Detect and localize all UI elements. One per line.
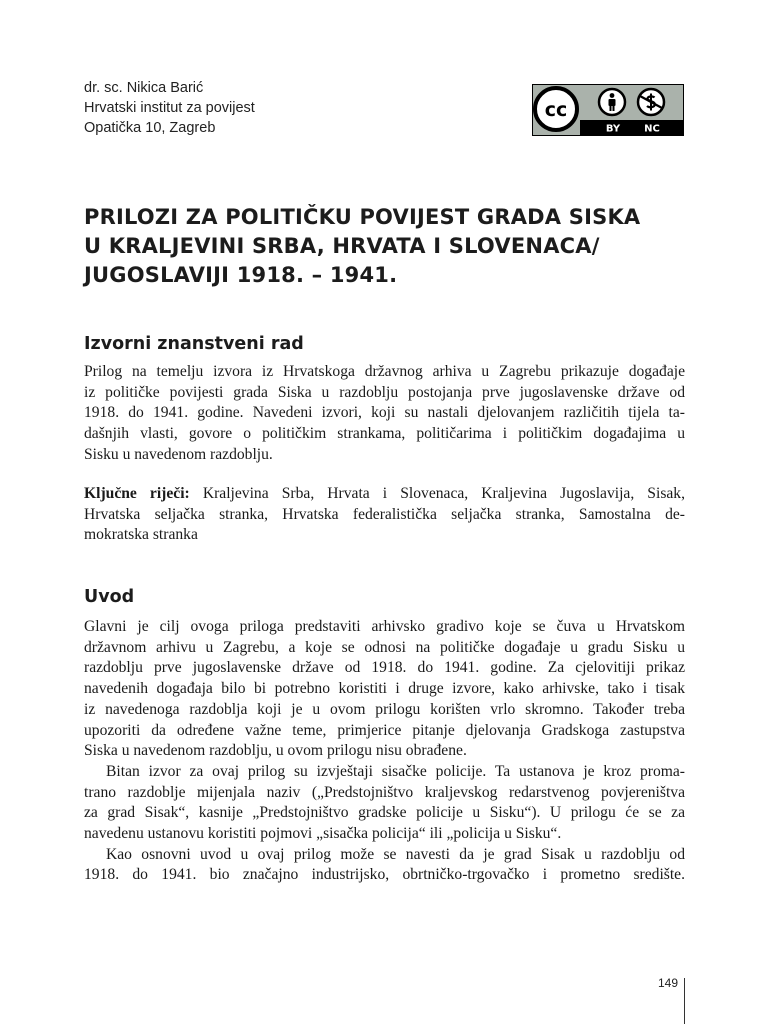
body-line: državnom arhivu u Zagrebu, a koje se odnosi na političke događaje u gradu Sisku u (84, 638, 685, 656)
author-institution: Hrvatski institut za povijest (84, 100, 255, 116)
author-name: dr. sc. Nikica Barić (84, 80, 204, 96)
body-line: Siska u navedenom razdoblju, u ovom prilogu nisu obrađene. (84, 742, 467, 760)
abstract (84, 362, 685, 466)
intro-body (84, 617, 685, 886)
body-line: iz navedenoga razdoblja koji je u ovom prilogu korišten vrlo skromno. Također treba (84, 700, 685, 718)
cc-letters: cc (544, 99, 568, 121)
abstract-line: iz političke povijesti grada Siska u razdoblju postojanja prve jugoslavenske države od (84, 383, 685, 401)
keywords-label: Ključne riječi: (84, 485, 190, 502)
abstract-line: dašnjih vlasti, govore o političkim strankama, političarima i političkim događajima u (84, 425, 685, 443)
page-number-rule (684, 978, 685, 1024)
body-line: razdoblju prve jugoslavenske države od 1918. do 1941. godine. Za cjelovitiji prikaz (84, 659, 685, 677)
page-number: 149 (658, 976, 679, 990)
body-line: za grad Sisak“, kasnije „Predstojništvo gradske policije u Sisku“). U prilogu će se za (84, 804, 685, 822)
abstract-line: Prilog na temelju izvora iz Hrvatskoga državnog arhiva u Zagrebu prikazuje događaje (84, 363, 685, 380)
body-line: 1918. do 1941. bio značajno industrijsko, obrtničko-trgovačko i prometno središte. (84, 866, 685, 884)
body-line: Kao osnovni uvod u ovaj prilog može se navesti da je grad Sisak u razdoblju od (106, 845, 685, 863)
keywords-text: Kraljevina Srba, Hrvata i Slovenaca, Kraljevina Jugoslavija, Sisak, (202, 485, 685, 502)
by-label: BY (605, 123, 621, 135)
author-address: Opatička 10, Zagreb (84, 120, 216, 136)
author-block (84, 78, 255, 138)
person-icon (599, 89, 625, 115)
body-line: Glavni je cilj ovoga priloga predstaviti arhivsko gradivo koje se čuva u Hrvatskom (84, 618, 685, 635)
article-title (84, 203, 694, 290)
body-line: navedenu ustanovu koristiti pojmovi „sisačka policija“ ili „policija u Sisku“. (84, 825, 562, 843)
nc-label: NC (644, 123, 660, 135)
abstract-line: 1918. do 1941. godine. Navedeni izvori, koji su nastali djelovanjem različitih tijela ta- (84, 404, 685, 422)
non-commercial-icon (638, 89, 664, 115)
body-line: navedenih događaja bilo bi potrebno koristiti i druge izvore, kako arhivske, tako i tisak (84, 680, 685, 698)
cc-by-nc-badge (532, 84, 684, 136)
keywords (84, 484, 685, 546)
abstract-line: Sisku u navedenom razdoblju. (84, 445, 273, 463)
article-type-heading: Izvorni znanstveni rad (84, 334, 304, 354)
body-line: Bitan izvor za ovaj prilog su izvještaji sisačke policije. Ta ustanova je kroz proma- (106, 762, 685, 780)
cc-icon (535, 88, 577, 130)
title-line: PRILOZI ZA POLITIČKU POVIJEST GRADA SISKA (84, 205, 641, 229)
title-line: U KRALJEVINI SRBA, HRVATA I SLOVENACA/ (84, 234, 600, 258)
body-line: trano razdoblje mijenjala naziv („Predstojništvo kraljevskog redarstvenog povjereništva (84, 783, 685, 801)
title-line: JUGOSLAVIJI 1918. – 1941. (84, 263, 398, 287)
keywords-line: Hrvatska seljačka stranka, Hrvatska federalistička seljačka stranka, Samostalna de- (84, 505, 685, 523)
keywords-line (84, 484, 685, 505)
keywords-line: mokratska stranka (84, 526, 198, 544)
body-line: upozoriti da određene važne teme, primjerice pitanje djelovanja Gradskoga zastupstva (84, 721, 685, 739)
intro-heading: Uvod (84, 587, 135, 607)
